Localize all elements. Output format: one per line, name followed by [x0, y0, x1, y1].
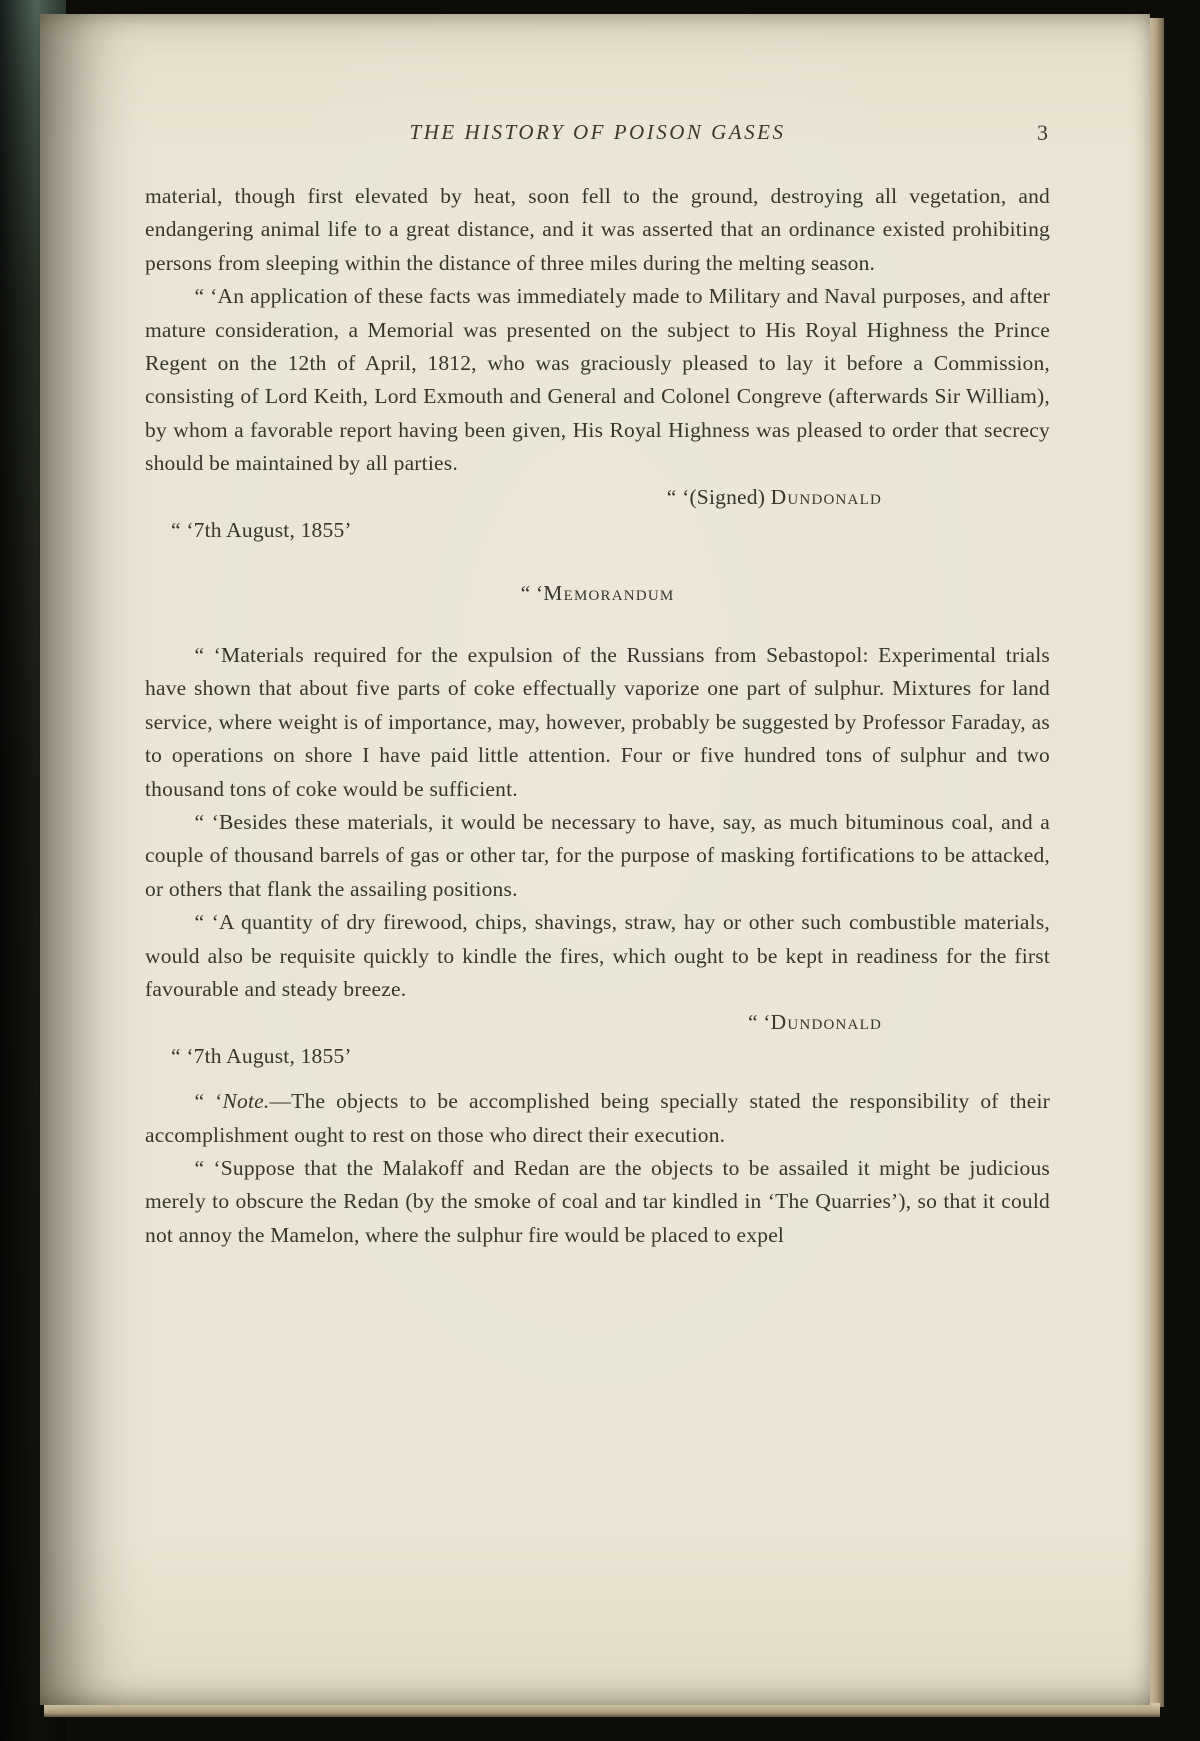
heading-quote: “ ‘ — [520, 581, 544, 606]
book-page — [40, 14, 1150, 1705]
page-content — [145, 14, 1050, 1252]
signature-prefix-2: “ ‘ — [747, 1010, 771, 1035]
heading-text: Memorandum — [543, 581, 675, 606]
note-quote: “ ‘ — [194, 1089, 223, 1114]
paragraph-continuation: material, though first elevated by heat, soon fell to the ground, destroying all vegetation, and endangering animal life to a great distance, and it was asserted that an ordinance existed prohibiting persons from sleeping within the distance of three miles during the melting season. — [145, 184, 1050, 275]
page-number: 3 — [1037, 120, 1048, 145]
signature-name: Dundonald — [770, 484, 882, 509]
paragraph-application: “ ‘An application of these facts was immediately made to Military and Naval purposes, and after mature consideration, a Memorial was presented on the subject to His Royal Highness the Prince Regent on the 12th of April, 1812, who was graciously pleased to lay it before a Commission, consisting of Lord Keith, Lord Exmouth and General and Colonel Congreve (afterwards Sir William), by whom a favorable report having been given, His Royal Highness was pleased to order that secrecy should be maintained by all parties. — [145, 284, 1050, 476]
note-word: Note. — [222, 1089, 270, 1114]
body-text — [145, 180, 1050, 1252]
page-title: THE HISTORY OF POISON GASES — [409, 120, 786, 144]
running-header — [145, 120, 1050, 154]
signature-line — [145, 481, 1050, 514]
note-rest: —The objects to be accomplished being specially stated the responsibility of their accomplishment ought to rest on those who direct their execution. — [145, 1089, 1050, 1147]
date-line: “ ‘7th August, 1855’ — [171, 518, 352, 543]
paragraph-besides: “ ‘Besides these materials, it would be necessary to have, say, as much bituminous coal, and a couple of thousand barrels of gas or other tar, for the purpose of masking fortifications to be attacked, or others that flank the assailing positions. — [145, 809, 1050, 901]
memorandum-heading — [145, 577, 1050, 610]
page-stack-bottom-edge — [44, 1703, 1160, 1717]
signature-line-2 — [145, 1006, 1050, 1039]
paragraph-suppose: “ ‘Suppose that the Malakoff and Redan are the objects to be assailed it might be judicious merely to obscure the Redan (by the smoke of coal and tar kindled in ‘The Quarries’), so that it could not annoy the Mamelon, where the sulphur fire would be placed to expel — [145, 1155, 1050, 1247]
paragraph-materials: “ ‘Materials required for the expulsion of the Russians from Sebastopol: Experimental trials have shown that about five parts of coke effectually vaporize one part of sulphur. Mixtures for land service, where weight is of importance, may, however, probably be suggested by Professor Faraday, as to operations on shore I have paid little attention. Four or five hundred tons of sulphur and two thousand tons of coke would be sufficient. — [145, 642, 1050, 801]
paragraph-note — [145, 1085, 1050, 1152]
date-line-2: “ ‘7th August, 1855’ — [171, 1043, 352, 1068]
signature-prefix: “ ‘(Signed) — [666, 484, 771, 509]
signature-name-2: Dundonald — [770, 1010, 882, 1035]
paragraph-quantity: “ ‘A quantity of dry firewood, chips, shavings, straw, hay or other such combustible materials, would also be requisite quickly to kindle the fires, which ought to be kept in readiness for the first favourable and steady breeze. — [145, 910, 1050, 1001]
